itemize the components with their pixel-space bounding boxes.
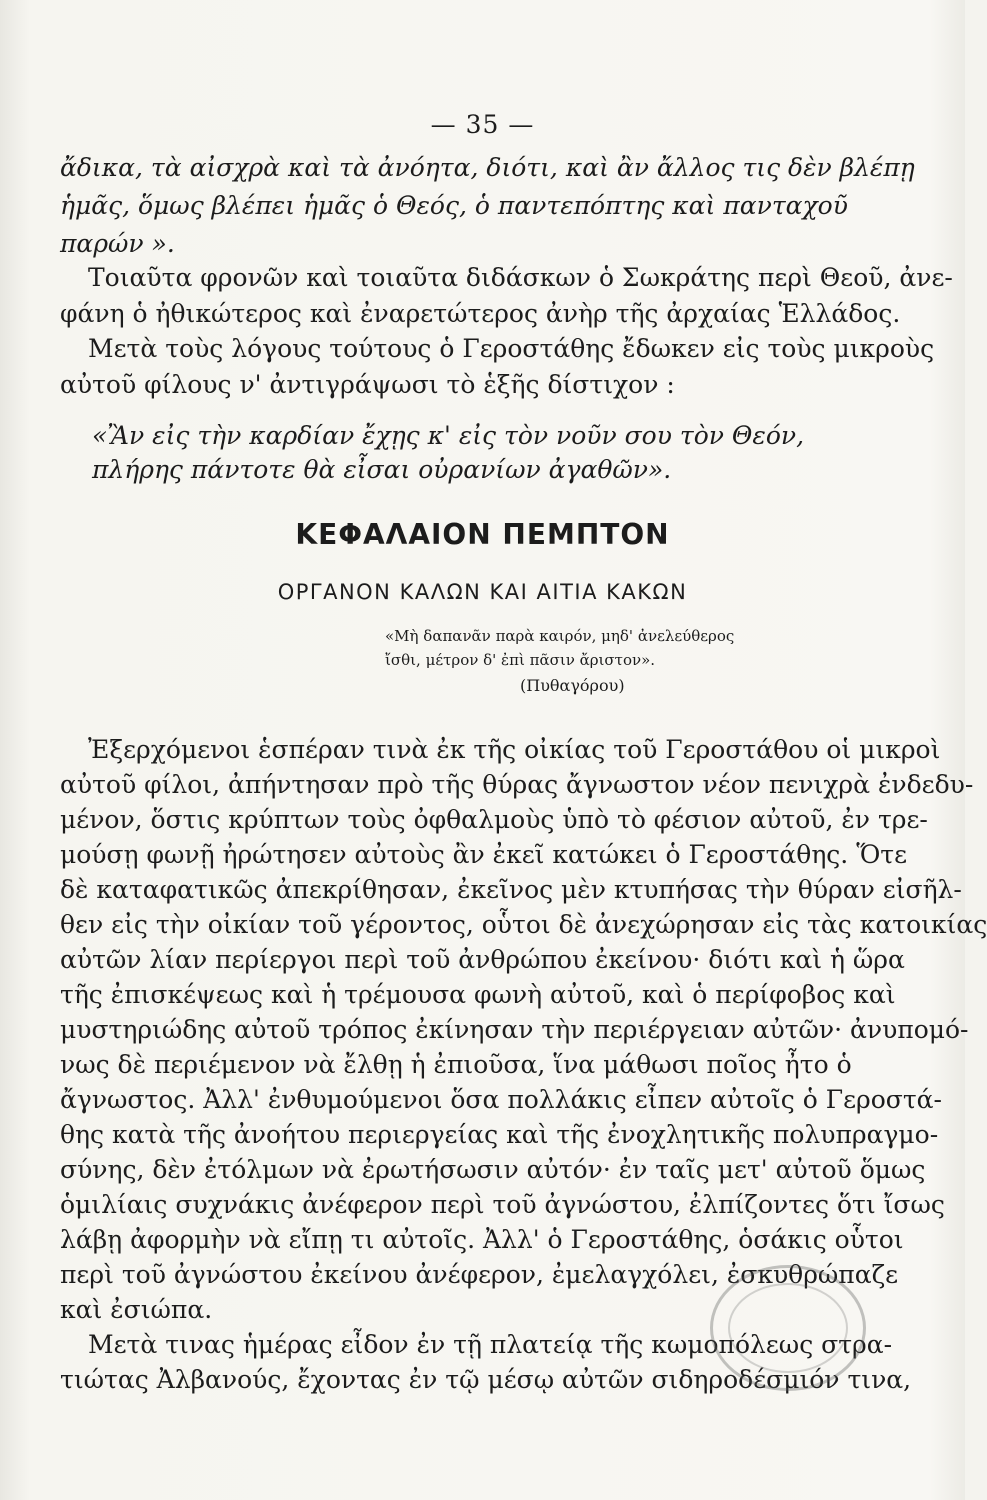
intro-line-5: φάνη ὁ ἠθικώτερος καὶ ἐναρετώτερος ἀνὴρ τῆς ἀρχαίας Ἑλλάδος. [60,299,901,328]
intro-line-7: αὐτοῦ φίλους ν' ἀντιγράψωσι τὸ ἑξῆς δίστιχον : [60,370,675,399]
body-line-1: Ἐξερχόμενοι ἑσπέραν τινὰ ἐκ τῆς οἰκίας τοῦ Γεροστάθου οἱ μικροὶ [88,735,941,764]
epigraph-line-1: «Μὴ δαπανᾶν παρὰ καιρόν, μηδ' ἀνελεύθερος [385,627,735,645]
body-line-13: σύνης, δὲν ἐτόλμων νὰ ἐρωτήσωσιν αὐτόν· ἐν ταῖς μετ' αὐτοῦ ὅμως [60,1155,926,1184]
body-line-5: δὲ καταφατικῶς ἀπεκρίθησαν, ἐκεῖνος μὲν κτυπήσας τὴν θύραν εἰσῆλ- [60,875,962,904]
library-stamp [710,1265,866,1391]
distich-line-2: πλήρης πάντοτε θὰ εἶσαι οὐρανίων ἀγαθῶν». [92,455,672,484]
body-line-2: αὐτοῦ φίλοι, ἀπήντησαν πρὸ τῆς θύρας ἄγνωστον νέον πενιχρὰ ἐνδεδυ- [60,770,974,799]
body-line-11: ἄγνωστος. Ἀλλ' ἐνθυμούμενοι ὅσα πολλάκις εἶπεν αὐτοῖς ὁ Γεροστά- [60,1085,943,1114]
body-line-12: θης κατὰ τῆς ἀνοήτου περιεργείας καὶ τῆς ἐνοχλητικῆς πολυπραγμο- [60,1120,939,1149]
body-line-9: μυστηριώδης αὐτοῦ τρόπος ἐκίνησαν τὴν περιέργειαν αὐτῶν· ἀνυπομό- [60,1015,969,1044]
body-line-3: μένον, ὅστις κρύπτων τοὺς ὀφθαλμοὺς ὑπὸ τὸ φέσιον αὐτοῦ, ἐν τρε- [60,805,928,834]
intro-line-6: Μετὰ τοὺς λόγους τούτους ὁ Γεροστάθης ἔδωκεν εἰς τοὺς μικροὺς [88,334,935,363]
chapter-title: ΚΕΦΑΛΑΙΟΝ ΠΕΜΠΤΟΝ [295,518,670,551]
body-line-17: καὶ ἐσιώπα. [60,1295,213,1324]
body-line-16: περὶ τοῦ ἀγνώστου ἐκείνου ἀνέφερον, ἐμελαγχόλει, ἐσκυθρώπαζε [60,1260,899,1289]
intro-line-1: ἄδικα, τὰ αἰσχρὰ καὶ τὰ ἀνόητα, διότι, καὶ ἂν ἄλλος τις δὲν βλέπῃ [60,153,915,182]
page-number: — 35 — [430,110,535,139]
intro-line-3: παρών ». [60,229,175,258]
epigraph-line-2: ἴσθι, μέτρον δ' ἐπὶ πᾶσιν ἄριστον». [385,651,656,669]
intro-line-2: ἡμᾶς, ὅμως βλέπει ἡμᾶς ὁ Θεός, ὁ παντεπόπτης καὶ πανταχοῦ [60,191,848,220]
epigraph-attribution: (Πυθαγόρου) [520,676,625,695]
body-line-15: λάβῃ ἀφορμὴν νὰ εἴπῃ τι αὐτοῖς. Ἀλλ' ὁ Γεροστάθης, ὁσάκις οὗτοι [60,1225,904,1254]
intro-line-4: Τοιαῦτα φρονῶν καὶ τοιαῦτα διδάσκων ὁ Σωκράτης περὶ Θεοῦ, ἀνε- [88,263,953,292]
distich-line-1: «Ἂν εἰς τὴν καρδίαν ἔχῃς κ' εἰς τὸν νοῦν σου τὸν Θεόν, [92,421,805,450]
body-line-10: νως δὲ περιέμενον νὰ ἔλθῃ ἡ ἐπιοῦσα, ἵνα μάθωσι ποῖος ἦτο ὁ [60,1050,852,1079]
body-line-19: τιώτας Ἀλβανούς, ἔχοντας ἐν τῷ μέσῳ αὐτῶν σιδηροδέσμιόν τινα, [60,1365,912,1394]
body-line-14: ὁμιλίαις συχνάκις ἀνέφερον περὶ τοῦ ἀγνώστου, ἐλπίζοντες ὅτι ἴσως [60,1190,945,1219]
body-line-6: θεν εἰς τὴν οἰκίαν τοῦ γέροντος, οὗτοι δὲ ἀνεχώρησαν εἰς τὰς κατοικίας [60,910,987,939]
body-line-4: μούσῃ φωνῇ ἠρώτησεν αὐτοὺς ἂν ἐκεῖ κατώκει ὁ Γεροστάθης. Ὅτε [60,840,908,869]
chapter-subtitle: ΟΡΓΑΝΟΝ ΚΑΛΩΝ ΚΑΙ ΑΙΤΙΑ ΚΑΚΩΝ [277,580,688,604]
body-line-7: αὐτῶν λίαν περίεργοι περὶ τοῦ ἀνθρώπου ἐκείνου· διότι καὶ ἡ ὥρα [60,945,905,974]
body-line-18: Μετὰ τινας ἡμέρας εἶδον ἐν τῇ πλατείᾳ τῆς κωμοπόλεως στρα- [88,1330,893,1359]
body-line-8: τῆς ἐπισκέψεως καὶ ἡ τρέμουσα φωνὴ αὐτοῦ, καὶ ὁ περίφοβος καὶ [60,980,896,1009]
